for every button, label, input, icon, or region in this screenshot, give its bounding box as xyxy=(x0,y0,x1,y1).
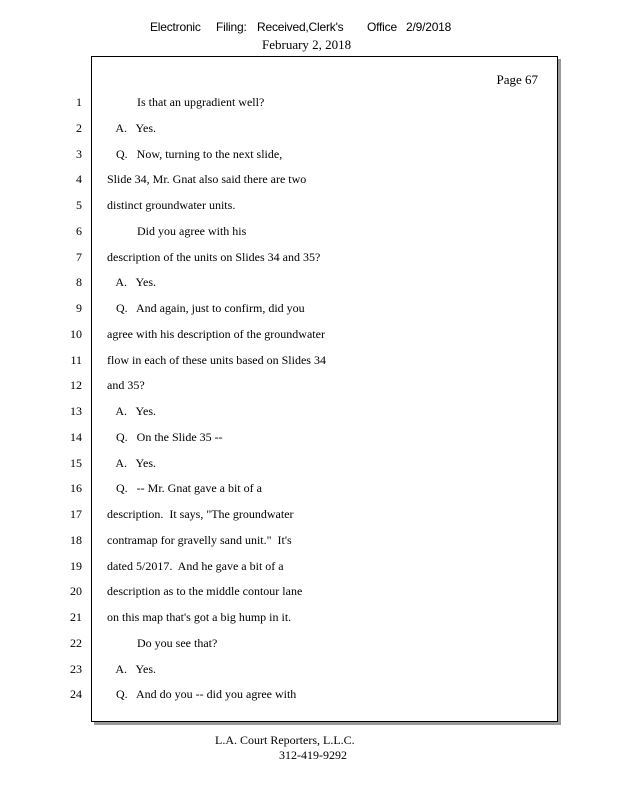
transcript-line: description of the units on Slides 34 and 35? xyxy=(107,250,321,264)
transcript-line: description as to the middle contour lane xyxy=(107,584,303,598)
filed-date: February 2, 2018 xyxy=(262,37,352,52)
transcript-line: Is that an upgradient well? xyxy=(107,95,265,109)
line-number: 9 xyxy=(76,301,82,315)
line-number: 1 xyxy=(76,95,82,109)
transcript-line: Slide 34, Mr. Gnat also said there are two xyxy=(107,172,307,186)
line-number: 24 xyxy=(70,687,82,701)
transcript-line: distinct groundwater units. xyxy=(107,198,236,212)
line-number: 8 xyxy=(76,275,82,289)
line-number: 7 xyxy=(76,250,82,264)
line-number: 4 xyxy=(76,172,82,186)
transcript-line: A. Yes. xyxy=(107,121,157,135)
line-number: 17 xyxy=(70,507,82,521)
transcript-line: and 35? xyxy=(107,378,145,392)
reporter-phone: 312-419-9292 xyxy=(279,748,347,762)
line-number: 5 xyxy=(76,198,82,212)
line-number: 12 xyxy=(70,378,82,392)
transcript-line: dated 5/2017. And he gave a bit of a xyxy=(107,559,284,573)
line-number: 21 xyxy=(70,610,82,624)
transcript-line: Q. Now, turning to the next slide, xyxy=(107,147,283,161)
transcript-line: A. Yes. xyxy=(107,275,157,289)
stamp-received-clerks: Received,Clerk's xyxy=(257,20,344,34)
transcript-line: Q. And again, just to confirm, did you xyxy=(107,301,305,315)
stamp-date: 2/9/2018 xyxy=(406,20,452,34)
stamp-office: Office xyxy=(367,20,397,34)
reporter-firm: L.A. Court Reporters, L.L.C. xyxy=(215,733,355,747)
transcript-line: description. It says, "The groundwater xyxy=(107,507,294,521)
page-number: Page 67 xyxy=(496,72,538,87)
line-number: 19 xyxy=(70,559,82,573)
transcript-line: agree with his description of the groundwater xyxy=(107,327,325,341)
line-number: 10 xyxy=(70,327,82,341)
transcript-line: Q. -- Mr. Gnat gave a bit of a xyxy=(107,481,262,495)
transcript-line: A. Yes. xyxy=(107,456,157,470)
line-number: 23 xyxy=(70,662,82,676)
transcript-line: contramap for gravelly sand unit." It's xyxy=(107,533,292,547)
line-number: 14 xyxy=(70,430,82,444)
line-number: 11 xyxy=(70,353,82,367)
stamp-electronic: Electronic xyxy=(150,20,201,34)
transcript-line: flow in each of these units based on Slides 34 xyxy=(107,353,326,367)
line-number: 6 xyxy=(76,224,82,238)
line-number: 22 xyxy=(70,636,82,650)
line-number: 16 xyxy=(70,481,82,495)
line-number: 18 xyxy=(70,533,82,547)
line-number: 13 xyxy=(70,404,82,418)
stamp-filing: Filing: xyxy=(216,20,247,34)
line-number: 3 xyxy=(76,147,82,161)
transcript-line: Q. On the Slide 35 -- xyxy=(107,430,223,444)
transcript-line: on this map that's got a big hump in it. xyxy=(107,610,292,624)
transcript-line: Did you agree with his xyxy=(107,224,247,238)
line-number: 15 xyxy=(70,456,82,470)
line-number: 20 xyxy=(70,584,82,598)
transcript-line: Do you see that? xyxy=(107,636,218,650)
line-number: 2 xyxy=(76,121,82,135)
transcript-line: Q. And do you -- did you agree with xyxy=(107,687,297,701)
transcript-line: A. Yes. xyxy=(107,662,157,676)
transcript-line: A. Yes. xyxy=(107,404,157,418)
